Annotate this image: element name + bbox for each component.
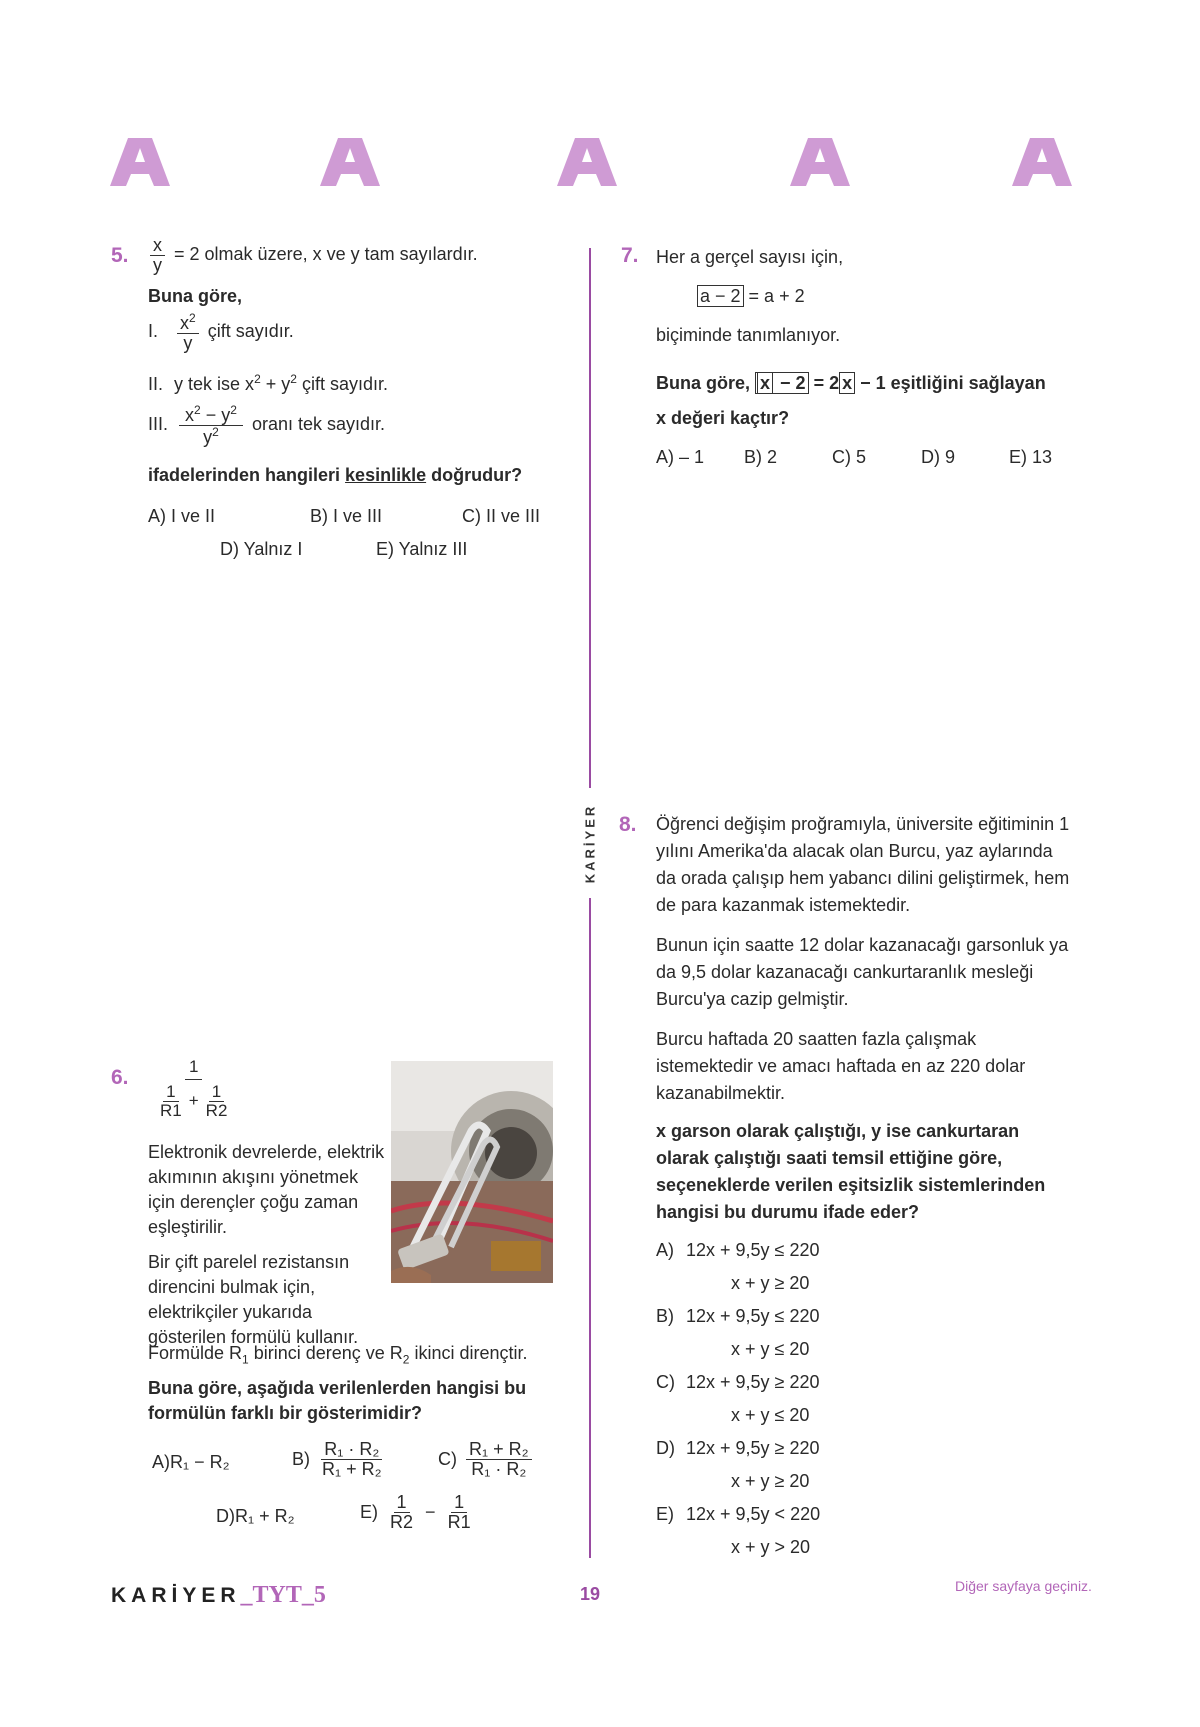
question-7-definition-text: biçiminde tanımlanıyor. — [656, 325, 841, 345]
question-6-number: 6. — [111, 1066, 129, 1089]
column-divider-bottom — [589, 898, 591, 1558]
q6-option-d[interactable]: D)R₁ + R₂ — [216, 1506, 295, 1526]
statement-2: II. y tek ise $x^2 + y^2$ çift sayıdır. — [148, 372, 388, 394]
question-8-number: 8. — [619, 813, 637, 836]
q8-option-d[interactable]: D) 12x + 9,5y ≥ 220 x + y ≥ 20 — [656, 1438, 820, 1491]
q7-option-d[interactable]: D) 9 — [921, 447, 956, 467]
page-number: 19 — [580, 1584, 601, 1604]
q7-option-e[interactable]: E) 13 — [1009, 447, 1053, 467]
q8-option-c[interactable]: C) 12x + 9,5y ≥ 220 x + y ≤ 20 — [656, 1372, 820, 1425]
q8-option-a[interactable]: A) 12x + 9,5y ≤ 220 x + y ≥ 20 — [656, 1240, 820, 1293]
q5-option-a[interactable]: A) I ve II — [148, 506, 216, 526]
question-7-number: 7. — [621, 244, 639, 267]
question-7-definition: a − 2 = a + 2 — [697, 283, 805, 310]
parallel-resistance-formula: 1 $\frac{1}{R1}$ + $\frac{1}{R2}$ — [160, 1057, 228, 1120]
question-8-paragraph-3: Burcu haftada 20 saatten fazla çalışmak istemektedir ve amacı haftada en az 220 dolar kazanabilmektir. — [656, 1029, 1026, 1103]
q5-option-d[interactable]: D) Yalnız I — [220, 539, 303, 559]
question-7-prompt: Buna göre, x − 2 = 2 x − 1 eşitliğini sağlayan — [656, 373, 1046, 393]
question-5-condition: $\frac{x}{y}$ = 2 olmak üzere, x ve y tam sayılardır. — [150, 236, 478, 275]
question-7-intro: Her a gerçel sayısı için, — [656, 247, 844, 267]
next-page-note: Diğer sayfaya geçiniz. — [955, 1578, 1092, 1594]
q6-option-a[interactable]: A)R₁ − R₂ — [152, 1452, 230, 1472]
question-8-paragraph-2: Bunun için saatte 12 dolar kazanacağı garsonluk ya da 9,5 dolar kazanacağı cankurtaranlık mesleği Burcu'ya cazip gelmiştir. — [656, 935, 1069, 1009]
booklet-letter-a — [108, 130, 172, 194]
booklet-letter-a — [555, 130, 619, 194]
question-7-prompt-line-2: x değeri kaçtır? — [656, 408, 790, 428]
question-5-lead: Buna göre, — [148, 286, 243, 306]
q5-option-e[interactable]: E) Yalnız III — [376, 539, 468, 559]
q6-option-e[interactable]: E) $\frac{1}{R2}$ − $\frac{1}{R1}$ — [360, 1492, 471, 1532]
booklet-letter-a — [1010, 130, 1074, 194]
question-8-prompt: x garson olarak çalıştığı, y ise cankurtaran olarak çalıştığı saati temsil ettiğine göre, seçeneklerde verilen eşitsizlik sistemlerinden hangisi bu durumu ifade eder? — [656, 1121, 1046, 1222]
q8-option-b[interactable]: B) 12x + 9,5y ≤ 220 x + y ≤ 20 — [656, 1306, 820, 1359]
q6-option-c[interactable]: C) $\frac{\text{R₁ + R₂}}{\text{R₁ · R₂}}$ — [438, 1440, 536, 1479]
statement-3: III. $\frac{x^2 - y^2}{y^2}$ oranı tek sayıdır. — [148, 403, 386, 447]
q5-option-b[interactable]: B) I ve III — [310, 506, 383, 526]
booklet-letter-a — [318, 130, 382, 194]
heating-element-photo — [391, 1061, 553, 1283]
question-6-prompt: Buna göre, aşağıda verilenlerden hangisi bu formülün farklı bir gösterimidir? — [148, 1378, 527, 1423]
question-6-paragraph-2: Bir çift parelel rezistansın direncini bulmak için, elektrikçiler yukarıda gösterilen formülü kullanır. — [148, 1252, 359, 1347]
column-divider-top — [589, 248, 591, 788]
q7-option-b[interactable]: B) 2 — [744, 447, 778, 467]
footer-brand: KARİYER_TYT_5 — [111, 1582, 326, 1608]
question-6-paragraph-3: Formülde $R_1$ birinci derenç ve $R_2$ ikinci dirençtir. — [148, 1343, 528, 1367]
q7-option-a[interactable]: A) – 1 — [656, 447, 705, 467]
statement-1: I. $\frac{x^2}{y}$ çift sayıdır. — [148, 311, 294, 353]
question-5-prompt: ifadelerinden hangileri kesinlikle doğrudur? — [148, 465, 523, 485]
q8-option-e[interactable]: E) 12x + 9,5y < 220 x + y > 20 — [656, 1504, 821, 1557]
q5-option-c[interactable]: C) II ve III — [462, 506, 541, 526]
booklet-letter-a — [788, 130, 852, 194]
divider-brand: KARİYER — [582, 803, 598, 883]
question-8-paragraph-1: Öğrenci değişim proğramıyla, üniversite eğitiminin 1 yılını Amerika'da alacak olan Burcu, yaz aylarında da orada çalışıp hem yabancı dilini geliştirmek, hem de para kazanmak istemektedir. — [656, 814, 1070, 915]
q7-option-c[interactable]: C) 5 — [832, 447, 867, 467]
question-5-number: 5. — [111, 244, 129, 267]
q6-option-b[interactable]: B) $\frac{\text{R₁ · R₂}}{\text{R₁ + R₂}}$ — [292, 1439, 382, 1479]
question-6-paragraph-1: Elektronik devrelerde, elektrik akımının akışını yönetmek için derençler çoğu zaman eşleştirilir. — [148, 1142, 385, 1237]
